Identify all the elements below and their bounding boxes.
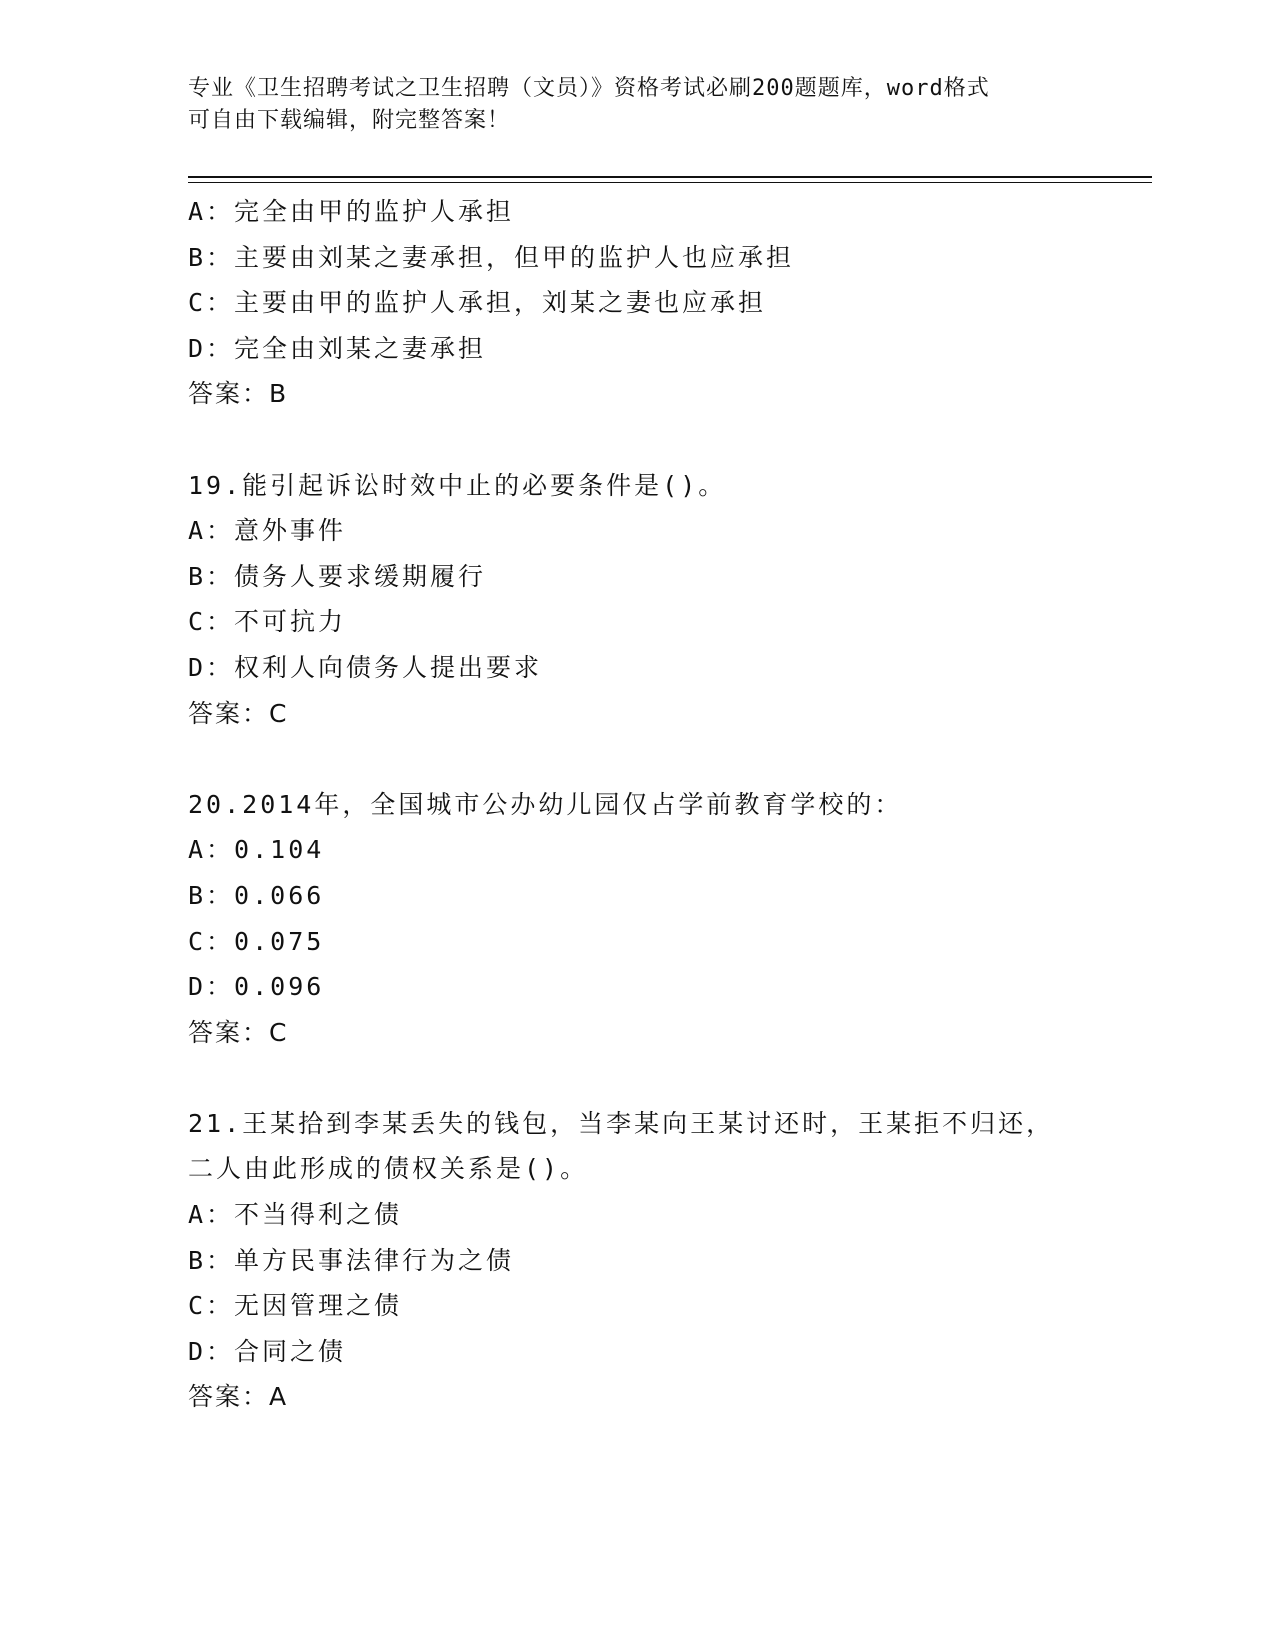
header-title-line-1: 专业《卫生招聘考试之卫生招聘（文员）》资格考试必刷200题题库，word格式 [188,76,990,101]
answer-line: 答案：C [188,1017,289,1047]
option-c: C：主要由甲的监护人承担，刘某之妻也应承担 [188,288,767,318]
spacer [188,417,1088,463]
option-b: B：债务人要求缓期履行 [188,561,487,591]
option-a: A：不当得利之债 [188,1200,403,1230]
answer-line: 答案：B [188,379,289,409]
option-b: B：0.066 [188,880,325,910]
question-list [188,189,1088,1420]
option-c: C：不可抗力 [188,607,347,637]
option-b: B：单方民事法律行为之债 [188,1245,515,1275]
answer-line: 答案：C [188,698,289,728]
option-c: C：0.075 [188,926,325,956]
question-18-block [188,189,1088,417]
option-c: C：无因管理之债 [188,1291,403,1321]
header-divider-thin [188,182,1152,183]
spacer [188,1055,1088,1101]
option-d: D：合同之债 [188,1336,347,1366]
option-a: A：意外事件 [188,516,347,546]
header-title-line-2: 可自由下载编辑，附完整答案！ [188,108,511,133]
option-d: D：权利人向债务人提出要求 [188,652,543,682]
question-21-block [188,1101,1088,1420]
header-divider-thick [188,176,1152,178]
document-header [188,73,1068,137]
question-19-block [188,463,1088,737]
option-d: D：0.096 [188,972,325,1002]
option-a: A：完全由甲的监护人承担 [188,197,515,226]
question-text: 20.2014年，全国城市公办幼儿园仅占学前教育学校的： [188,789,903,819]
question-text-line-2: 二人由此形成的债权关系是()。 [188,1154,589,1184]
question-text-line-1: 21.王某拾到李某丢失的钱包，当李某向王某讨还时，王某拒不归还， [188,1108,1055,1138]
option-b: B：主要由刘某之妻承担，但甲的监护人也应承担 [188,242,795,272]
spacer [188,736,1088,782]
question-20-block [188,782,1088,1056]
option-d: D：完全由刘某之妻承担 [188,333,487,363]
answer-line: 答案：A [188,1382,289,1412]
option-a: A：0.104 [188,835,325,865]
question-text: 19.能引起诉讼时效中止的必要条件是()。 [188,470,727,500]
